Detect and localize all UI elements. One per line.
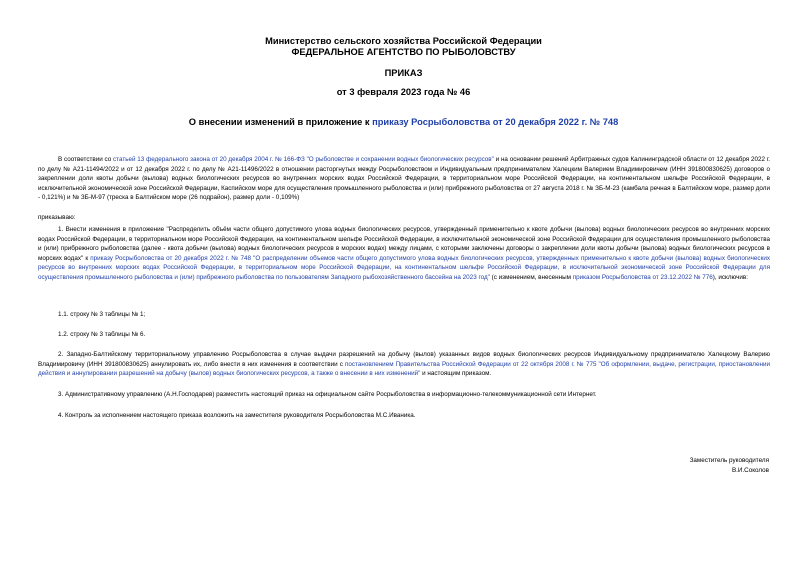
ministry-heading: Министерство сельского хозяйства Российской Федерации [265, 36, 542, 46]
date-number-heading: от 3 февраля 2023 года № 46 [336, 87, 471, 97]
paragraph-item-3: 3. Административному управлению (А.Н.Господарев) разместить настоящий приказ на официальном сайте Росрыболовства в информационно-телекоммуникационной сети Интернет. [58, 391, 597, 398]
paragraph-item-4: 4. Контроль за исполнением настоящего приказа возложить на заместителя руководителя Росрыболовства М.С.Иваника. [58, 412, 416, 419]
item-2-text-1: 2. Западно-Балтийскому территориальному управлению Росрыболовства в случае выдачи разрешений на добычу (вылов) указанных видов водных биологических ресурсов Индивидуальному предпринимателю Халецкому Валерию Владимировичу (ИНН 391800830625) аннулировать их, либо внести в них изменения в соответствии с [38, 351, 770, 368]
paragraph-item-2 [38, 350, 770, 379]
preamble-text-2: и на основании решений Арбитражных судов Калининградской области от 12 декабря 2022 г. по делу № А21-11494/2022 и от 12 декабря 2022 г. по делу № А21-11496/2022 в отношении расторгнутых между Росрыболовством и Индивидуальным предпринимателем Халецким Валерием Владимировичем (ИНН 391800830625) договоров о закреплении доли квоты добычи (вылова) водных биологических ресурсов во внутренних морских водах Российской Федерации, в территориальном море Российской Федерации, на континентальном шельфе Российской Федерации, в исключительной экономической зоне Российской Федерации, Каспийском море для осуществления промышленного рыболовства и (или) прибрежного рыболовства от 27 августа 2018 г. № ЗБ-М-23 (камбала речная в Балтийском море, размер доли - 0,121%) и № ЗБ-М-97 (треска в Балтийском море (26 подрайон), размер доли - 0,109%) [38, 156, 771, 202]
item-1-text-3: ), исключив: [712, 273, 749, 281]
paragraph-preamble [38, 155, 770, 203]
item-1-order-link[interactable]: приказу Росрыболовства от 20 декабря 2022 г. № 748 "О распределении объемов части общего допустимого улова водных биологических ресурсов, утвержденных применительно к квоте добычи (вылова) водных биологических ресурсов во внутренних морских водах Российской Федерации, в территориальном море Российской Федерации, на континентальном шельфе Российской Федерации, в исключительной экономической зоне Российской Федерации для осуществления промышленного рыболовства и (или) прибрежного рыболовства по пользователям Западного рыбохозяйственного бассейна на 2023 год" [38, 254, 770, 281]
signature-block [690, 456, 769, 476]
item-2-text-2: и настоящим приказом. [420, 370, 492, 378]
document-title [0, 117, 807, 128]
paragraph-item-1 [38, 225, 770, 283]
paragraph-item-1-2: 1.2. строку № 3 таблицы № 6. [58, 331, 146, 338]
item-1-text-2: (с изменением, внесенным [489, 273, 573, 281]
preamble-law-link[interactable]: статьей 13 федерального закона от 20 декабря 2004 г. № 166-ФЗ "О рыболовстве и сохранении водных биологических ресурсов" [113, 156, 494, 163]
item-1-amendment-link[interactable]: приказом Росрыболовства от 23.12.2022 № 776 [572, 273, 713, 281]
paragraph-item-1-1: 1.1. строку № 3 таблицы № 1; [58, 311, 146, 318]
paragraph-order-word: приказываю: [38, 214, 76, 221]
title-link[interactable]: приказу Росрыболовства от 20 декабря 2022 г. № 748 [372, 117, 619, 127]
title-prefix: О внесении изменений в приложение к [188, 117, 373, 127]
item-1-text-1: 1. Внести изменения в приложение "Распределить объём части общего допустимого улова водных биологических ресурсов, утвержденный применительно к квоте добычи (вылова) водных биологических ресурсов во внутренних морских водах Российской Федерации, в территориальном море Российской Федерации, на континентальном шельфе Российской Федерации, в исключительной экономической зоне Российской Федерации для осуществления промышленного рыболовства и (или) прибрежного рыболовства (далее - квота добычи (вылова) водных биологических ресурсов в морских водах) между лицами, с которыми заключены договоры о закреплении доли квоты добычи (вылова) водных биологических ресурсов в морских водах" к [38, 226, 770, 262]
preamble-text-1: В соответствии со [58, 156, 114, 163]
signature-position: Заместитель руководителя [689, 457, 769, 464]
doc-type-heading: ПРИКАЗ [384, 68, 423, 78]
agency-heading: ФЕДЕРАЛЬНОЕ АГЕНТСТВО ПО РЫБОЛОВСТВУ [291, 47, 516, 57]
signature-name: В.И.Соколов [731, 467, 769, 474]
item-2-decree-link[interactable]: постановлением Правительства Российской Федерации от 22 октября 2008 г. № 775 "Об оформлении, выдаче, регистрации, приостановлении действия и аннулировании разрешений на добычу (вылов) водных биологических ресурсов, а также о внесении в них изменений" [38, 360, 770, 378]
